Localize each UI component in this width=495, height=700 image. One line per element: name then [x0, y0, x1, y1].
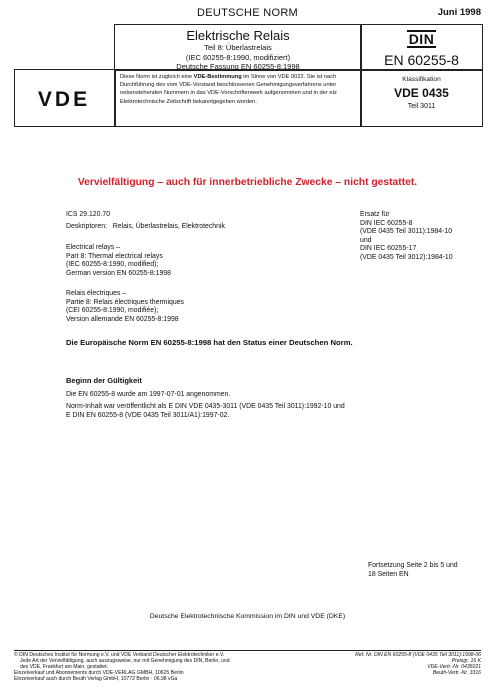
norm-type-header: DEUTSCHE NORM — [196, 7, 299, 19]
reference-line: VDE-Vertr.-Nr. 0435021 — [427, 664, 481, 671]
iec-reference: (IEC 60255-8:1990, modifiziert) — [185, 52, 291, 62]
vde-logo — [27, 87, 101, 109]
classification-code: VDE 0435 — [394, 86, 449, 100]
reference-line: Ref. Nr. DIN EN 60255-8 (VDE 0435 Teil 3011):1998-06 — [355, 652, 481, 658]
copy-warning: Vervielfältigung – auch für innerbetriebliche Zwecke – nicht gestattet. — [77, 177, 418, 188]
copyright-line: Jede Art der Vervielfältigung, auch auszugsweise, nur mit Genehmigung des DIN, Berlin, und — [20, 658, 230, 665]
din-logo: DIN — [408, 31, 435, 47]
ics-code: ICS 29.120.70 — [66, 211, 111, 218]
validity-published — [66, 403, 345, 420]
classification-part: Teil 3011 — [407, 103, 436, 110]
english-title-line: Electrical relays – — [66, 244, 120, 251]
replaces-line: und — [360, 236, 372, 244]
issue-date: Juni 1998 — [437, 7, 481, 18]
french-title-line: (CEI 60255-8:1990, modifiée); — [66, 307, 159, 315]
din-number: EN 60255-8 — [384, 52, 459, 68]
classification-block — [360, 69, 483, 127]
descriptors-value: Relais, Überlastrelais, Elektrotechnik — [112, 223, 225, 230]
vde-block — [14, 69, 116, 127]
english-title-line: German version EN 60255-8:1998 — [66, 269, 171, 277]
french-title-line: Relais électriques – — [66, 290, 127, 297]
footer-divider — [14, 650, 481, 651]
vde-logo-text: VDE — [37, 88, 91, 109]
continuation-line: Fortsetzung Seite 2 bis 5 und — [368, 562, 458, 569]
english-title-line: (IEC 60255-8:1990, modified); — [66, 261, 159, 269]
validity-heading: Beginn der Gültigkeit — [66, 376, 142, 385]
french-title-line: Partie 8: Relais électriques thermiques — [66, 298, 184, 306]
intro-text-before: Diese Norm ist zugleich eine — [120, 74, 194, 80]
document-title: Elektrische Relais — [186, 28, 290, 43]
classification-label: Klassifikation — [402, 76, 441, 83]
replaces-line: DIN IEC 60255-8 — [360, 219, 413, 227]
validity-adopted: Die EN 60255-8 wurde am 1997-07-01 angenommen. — [66, 391, 231, 398]
copyright-notice — [14, 652, 230, 682]
dke-commission: Deutsche Elektrotechnische Kommission im DIN und VDE (DKE) — [149, 613, 346, 620]
replaces-line: Ersatz für — [360, 211, 390, 218]
reference-line: Beuth-Vertr.-Nr. 3316 — [432, 670, 481, 677]
replaces-line: (VDE 0435 Teil 3011):1984-10 — [360, 228, 453, 236]
replaces-block — [360, 211, 453, 263]
intro-text-after: im Sinne von VDE 0022. Sie ist nach Durchführung des vom VDE-Vorstand beschlossenen Genehmigungsverfahrens unter nebenstehenden Nummern in das VDE-Vorschriftenwerk aufgenommen und in der etz Elektrotechnische Zeitschrift bekanntgegeben worden. — [120, 74, 337, 105]
french-title-line: Version allemande EN 60255-8:1998 — [66, 315, 179, 323]
validity-published-line: E DIN EN 60255-8 (VDE 0435 Teil 3011/A1):1997-02. — [66, 411, 230, 419]
document-part: Teil 8: Überlastrelais — [204, 43, 272, 52]
replaces-line: (VDE 0435 Teil 3012):1984-10 — [360, 253, 453, 261]
descriptors — [66, 223, 225, 232]
reference-line: Preisgr. 16 K — [451, 658, 481, 665]
copyright-line: © DIN Deutsches Institut für Normung e.V. und VDE Verband Deutscher Elektrotechniker e.V. — [14, 652, 225, 658]
title-block — [114, 24, 362, 71]
replaces-line: DIN IEC 60255-17 — [360, 245, 417, 253]
german-version: Deutsche Fassung EN 60255-8:1998 — [176, 62, 300, 71]
continuation-line: 18 Seiten EN — [368, 570, 409, 578]
continuation-note — [368, 562, 458, 579]
copyright-line: Einzelverkauf und Abonnements durch VDE-VERLAG GMBH, 10625 Berlin — [14, 670, 184, 677]
french-title — [66, 290, 184, 324]
intro-text-bold: VDE-Bestimmung — [193, 74, 242, 80]
status-statement: Die Europäische Norm EN 60255-8:1998 hat den Status einer Deutschen Norm. — [66, 338, 353, 347]
validity-published-line: Norm-Inhalt war veröffentlicht als E DIN VDE 0435-3011 (VDE 0435 Teil 3011):1992-10 und — [66, 403, 345, 410]
copyright-line: Einzelverkauf auch durch Beuth Verlag GmbH, 10772 Berlin · 06.98 vGa — [14, 676, 178, 683]
descriptors-label: Deskriptoren: — [66, 223, 107, 230]
english-title-line: Part 8: Thermal electrical relays — [66, 252, 163, 260]
vde-intro-text — [115, 70, 361, 109]
reference-numbers — [355, 652, 481, 676]
english-title — [66, 244, 171, 278]
copyright-line: des VDE, Frankfurt am Main, gestattet. — [20, 664, 109, 671]
vde-intro-block — [114, 69, 362, 127]
din-block — [360, 24, 483, 71]
